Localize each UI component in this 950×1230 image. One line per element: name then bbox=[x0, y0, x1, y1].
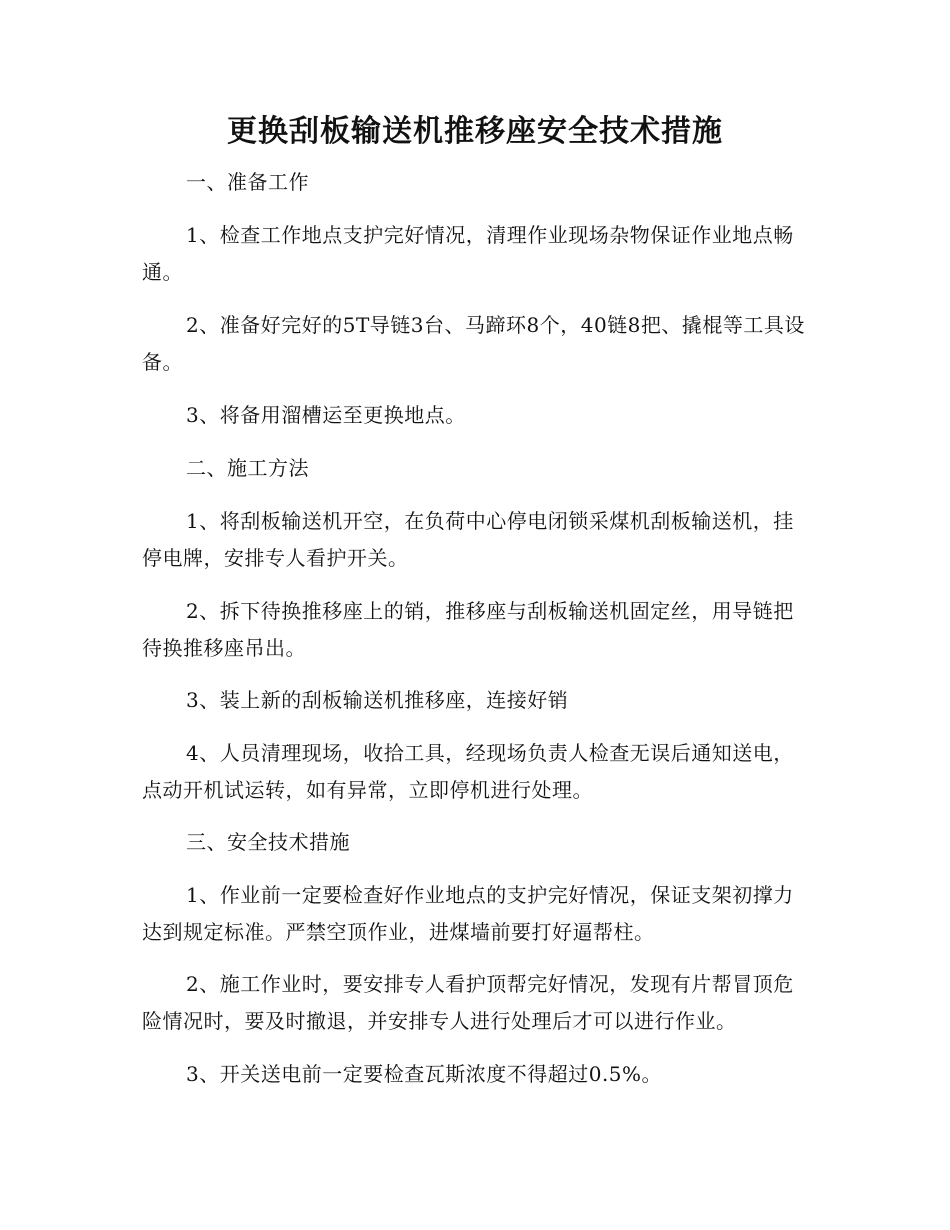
section-2-item-4: 4、人员清理现场，收拾工具，经现场负责人检查无误后通知送电，点动开机试运转，如有异常，立即停机进行处理。 bbox=[142, 741, 794, 802]
section-1-item-2: 2、准备好完好的5T导链3台、马蹄环8个，40链8把、撬棍等工具设备。 bbox=[142, 313, 805, 374]
section-2-item-2: 2、拆下待换推移座上的销，推移座与刮板输送机固定丝，用导链把待换推移座吊出。 bbox=[142, 599, 794, 660]
section-heading-3: 三、安全技术措施 bbox=[186, 830, 350, 854]
section-1-item-1: 1、检查工作地点支护完好情况，清理作业现场杂物保证作业地点畅通。 bbox=[142, 223, 794, 284]
section-heading-1: 一、准备工作 bbox=[186, 170, 309, 194]
section-3-item-1: 1、作业前一定要检查好作业地点的支护完好情况，保证支架初撑力达到规定标准。严禁空顶作业，进煤墙前要打好逼帮柱。 bbox=[142, 883, 794, 944]
section-3-item-2: 2、施工作业时，要安排专人看护顶帮完好情况，发现有片帮冒顶危险情况时，要及时撤退，并安排专人进行处理后才可以进行作业。 bbox=[142, 972, 794, 1033]
section-3-item-3: 3、开关送电前一定要检查瓦斯浓度不得超过0.5%。 bbox=[186, 1062, 663, 1086]
section-2-item-3: 3、装上新的刮板输送机推移座，连接好销 bbox=[186, 688, 569, 712]
section-heading-2: 二、施工方法 bbox=[186, 456, 309, 480]
section-2-item-1: 1、将刮板输送机开空，在负荷中心停电闭锁采煤机刮板输送机，挂停电牌，安排专人看护开关。 bbox=[142, 509, 794, 570]
document-title: 更换刮板输送机推移座安全技术措施 bbox=[227, 114, 723, 149]
section-1-item-3: 3、将备用溜槽运至更换地点。 bbox=[186, 403, 466, 427]
